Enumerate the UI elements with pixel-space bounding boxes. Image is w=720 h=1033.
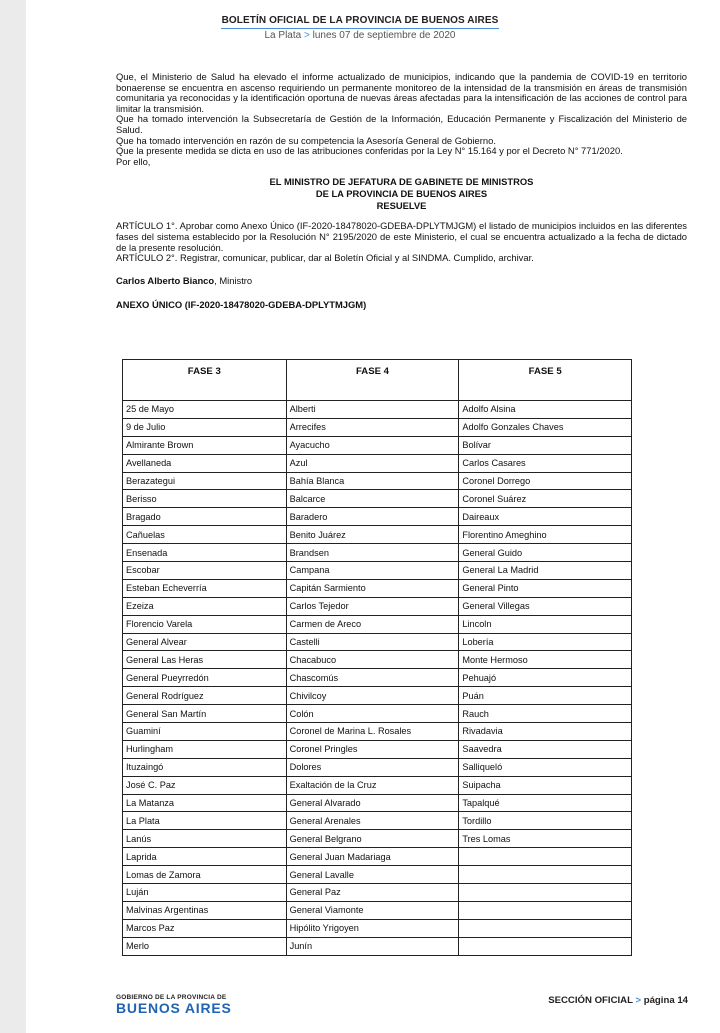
table-cell [459,919,632,937]
table-cell: General Juan Madariaga [286,848,459,866]
table-cell: General Alvarado [286,794,459,812]
table-cell: José C. Paz [123,776,287,794]
table-cell: General San Martín [123,705,287,723]
table-row [123,687,632,705]
table-cell: Carlos Tejedor [286,597,459,615]
table-row [123,884,632,902]
table-cell: Junín [286,937,459,955]
table-cell: Brandsen [286,544,459,562]
table-cell: Alberti [286,401,459,419]
table-cell: 25 de Mayo [123,401,287,419]
table-row [123,937,632,955]
table-cell: Dolores [286,758,459,776]
table-cell: Exaltación de la Cruz [286,776,459,794]
table-row [123,562,632,580]
table-row [123,490,632,508]
table-cell: Berazategui [123,472,287,490]
table-row [123,401,632,419]
table-cell: Ensenada [123,544,287,562]
table-cell [459,848,632,866]
province-logo [116,994,232,1016]
table-cell: General Villegas [459,597,632,615]
dateline-separator: > [303,30,310,41]
table-cell: Baradero [286,508,459,526]
paragraph: Por ello, [116,155,151,167]
table-cell: Tordillo [459,812,632,830]
table-row [123,848,632,866]
table-cell: General Guido [459,544,632,562]
table-cell: General La Madrid [459,562,632,580]
table-cell: Castelli [286,633,459,651]
table-cell: Carmen de Areco [286,615,459,633]
table-cell: Marcos Paz [123,919,287,937]
table-cell: Lanús [123,830,287,848]
bulletin-dateline [0,30,720,41]
table-header-row [123,360,632,401]
table-cell: Pehuajó [459,669,632,687]
table-row [123,919,632,937]
table-cell: Coronel Dorrego [459,472,632,490]
table-cell: Puán [459,687,632,705]
table-row [123,597,632,615]
table-cell: Rivadavia [459,723,632,741]
table-cell: Guaminí [123,723,287,741]
table-cell: Cañuelas [123,526,287,544]
table-cell: Hipólito Yrigoyen [286,919,459,937]
section-name: SECCIÓN OFICIAL [548,995,633,1006]
paragraph: Que ha tomado intervención en razón de su competencia la Asesoría General de Gobierno. [116,134,496,146]
table-cell: Adolfo Alsina [459,401,632,419]
table-cell: Capitán Sarmiento [286,579,459,597]
page-number: página 14 [643,995,688,1006]
table-row [123,758,632,776]
document-body [116,72,687,311]
table-cell: General Pueyrredón [123,669,287,687]
page-header [0,15,720,41]
paragraph: Que la presente medida se dicta en uso de las atribuciones conferidas por la Ley N° 15.164 y por el Decreto N° 771/2020. [116,145,623,157]
header-fase-5: FASE 5 [459,360,632,401]
table-row [123,436,632,454]
table-row [123,723,632,741]
table-cell: Tapalqué [459,794,632,812]
table-cell [459,884,632,902]
resolve-heading [116,176,687,212]
table-cell: Coronel Suárez [459,490,632,508]
table-cell: Saavedra [459,740,632,758]
paragraph: Que ha tomado intervención la Subsecretaría de Gestión de la Información, Educación Permanente y Fiscalización del Ministerio de Salud. [116,113,687,135]
table-cell: General Alvear [123,633,287,651]
table-row [123,633,632,651]
table-row [123,579,632,597]
table-row [123,651,632,669]
table-cell [459,937,632,955]
table-cell: General Viamonte [286,901,459,919]
resolve-line: EL MINISTRO DE JEFATURA DE GABINETE DE MINISTROS [269,176,534,188]
table-row [123,794,632,812]
logo-small-text: GOBIERNO DE LA PROVINCIA DE [116,994,227,1001]
table-cell: General Belgrano [286,830,459,848]
table-cell: General Las Heras [123,651,287,669]
bulletin-title: BOLETÍN OFICIAL DE LA PROVINCIA DE BUENOS AIRES [221,15,499,26]
municipalities-table [122,359,632,956]
header-rule [221,28,499,29]
table-cell: Arrecifes [286,418,459,436]
table-cell [459,901,632,919]
signer-role: , Ministro [214,274,253,286]
table-cell: Colón [286,705,459,723]
header-fase-3: FASE 3 [123,360,287,401]
table-row [123,812,632,830]
table-body [123,401,632,956]
table-cell: Tres Lomas [459,830,632,848]
dateline-city: La Plata [264,30,302,41]
article-2: ARTÍCULO 2°. Registrar, comunicar, publicar, dar al Boletín Oficial y al SINDMA. Cumplido, archivar. [116,252,534,264]
header-fase-4: FASE 4 [286,360,459,401]
table-row [123,526,632,544]
table-cell: Ezeiza [123,597,287,615]
table-cell: La Matanza [123,794,287,812]
table-cell: Lobería [459,633,632,651]
table-cell: Chivilcoy [286,687,459,705]
table-cell: Almirante Brown [123,436,287,454]
table-cell: Bahía Blanca [286,472,459,490]
table-cell: Daireaux [459,508,632,526]
table-cell: Berisso [123,490,287,508]
table-cell: Ayacucho [286,436,459,454]
table-cell: Ituzaingó [123,758,287,776]
table-cell: General Lavalle [286,866,459,884]
signature [116,276,687,287]
table-cell: Avellaneda [123,454,287,472]
table-cell: Malvinas Argentinas [123,901,287,919]
table-cell: General Paz [286,884,459,902]
table-row [123,830,632,848]
table-row [123,508,632,526]
table-cell: Laprida [123,848,287,866]
table-cell: Coronel de Marina L. Rosales [286,723,459,741]
table-row [123,776,632,794]
table-cell: Luján [123,884,287,902]
resolve-line: RESUELVE [376,200,427,212]
table-cell: Rauch [459,705,632,723]
annex-title: ANEXO ÚNICO (IF-2020-18478020-GDEBA-DPLYTMJGM) [116,299,367,311]
page-footer [548,995,688,1006]
table-cell: Campana [286,562,459,580]
table-cell: Adolfo Gonzales Chaves [459,418,632,436]
table-cell: Lomas de Zamora [123,866,287,884]
resolve-line: DE LA PROVINCIA DE BUENOS AIRES [315,188,488,200]
table-cell: Hurlingham [123,740,287,758]
dateline-date: lunes 07 de septiembre de 2020 [312,30,456,41]
footer-separator: > [635,995,642,1006]
table-cell: Coronel Pringles [286,740,459,758]
table-cell: Florencio Varela [123,615,287,633]
articles [116,221,687,263]
table-cell: Chacabuco [286,651,459,669]
table-cell: Lincoln [459,615,632,633]
table-cell [459,866,632,884]
table-cell: 9 de Julio [123,418,287,436]
table-row [123,901,632,919]
paragraph: Que, el Ministerio de Salud ha elevado el informe actualizado de municipios, indicando que la pandemia de COVID-19 en territorio bonaerense se encuentra en ascenso requiriendo un permanente monitoreo de la intensidad de la transmisión en áreas de transmisión comunitaria ya reconocidas y la identificación oportuna de nuevas áreas afectadas para la intensificación de las acciones de control para limitar la transmisión. [116,71,687,114]
table-cell: Merlo [123,937,287,955]
table-cell: Carlos Casares [459,454,632,472]
table-cell: Florentino Ameghino [459,526,632,544]
table-cell: La Plata [123,812,287,830]
table-row [123,544,632,562]
table-cell: Chascomús [286,669,459,687]
table-row [123,472,632,490]
table-cell: Suipacha [459,776,632,794]
table-cell: Bragado [123,508,287,526]
table-row [123,740,632,758]
side-strip [0,0,26,1033]
table-row [123,418,632,436]
logo-big-text: BUENOS AIRES [116,1000,232,1016]
table-cell: Salliqueló [459,758,632,776]
article-1: ARTÍCULO 1°. Aprobar como Anexo Único (IF-2020-18478020-GDEBA-DPLYTMJGM) el listado de municipios incluidos en las diferentes fases del sistema establecido por la Resolución N° 2195/2020 de este Ministerio, el cual se encuentra actualizado a la fecha de dictado de la presente resolución. [116,220,687,253]
signer-name: Carlos Alberto Bianco [116,274,215,286]
table-cell: Monte Hermoso [459,651,632,669]
table-cell: General Rodríguez [123,687,287,705]
table-cell: General Arenales [286,812,459,830]
table-row [123,454,632,472]
table-cell: Bolívar [459,436,632,454]
table-row [123,705,632,723]
table-cell: Escobar [123,562,287,580]
table-cell: General Pinto [459,579,632,597]
table-row [123,615,632,633]
table-row [123,866,632,884]
table-cell: Benito Juárez [286,526,459,544]
table-row [123,669,632,687]
table-cell: Azul [286,454,459,472]
table-cell: Balcarce [286,490,459,508]
table-cell: Esteban Echeverría [123,579,287,597]
